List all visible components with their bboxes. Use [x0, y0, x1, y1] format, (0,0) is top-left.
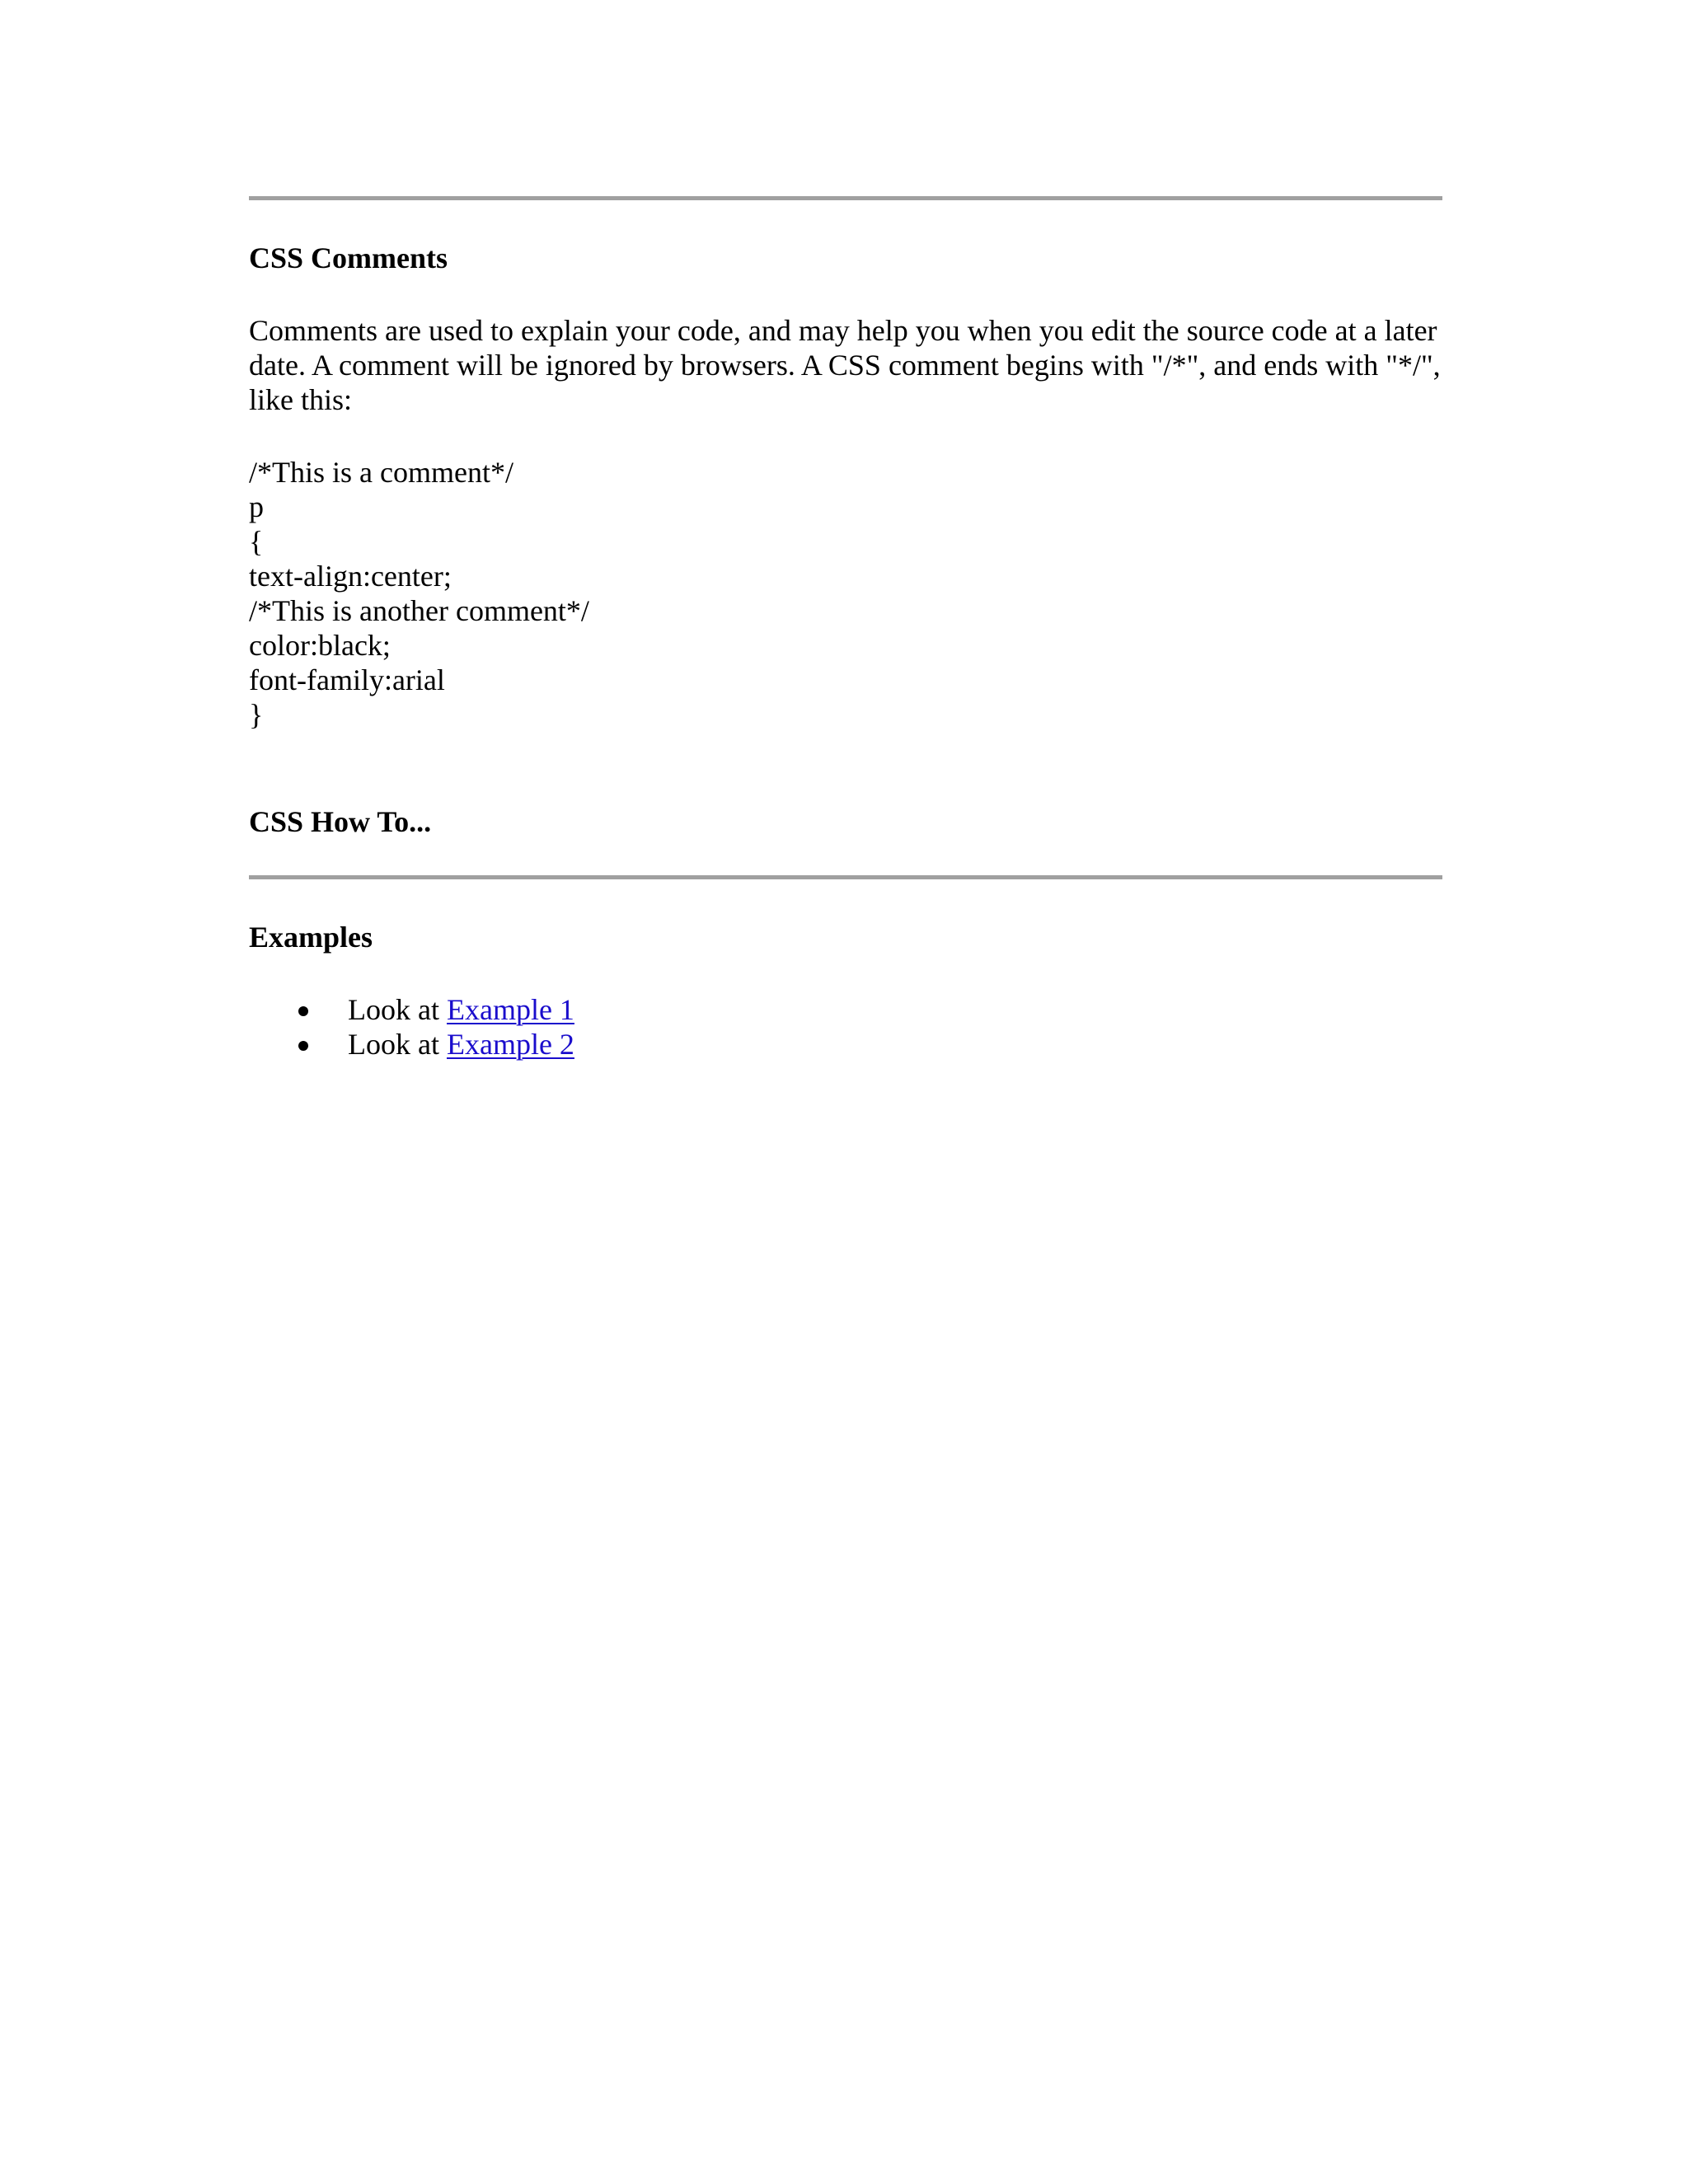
- section-title-css-how-to: CSS How To...: [249, 805, 432, 838]
- code-line: }: [249, 698, 264, 731]
- list-item-prefix: Look at: [348, 993, 447, 1026]
- code-sample: [249, 455, 1442, 732]
- list-item: [249, 1027, 1442, 1062]
- section-title-examples: Examples: [249, 921, 373, 954]
- bullet-icon: [298, 1006, 308, 1016]
- code-line: {: [249, 525, 264, 558]
- code-line: p: [249, 490, 264, 523]
- examples-list: [249, 992, 1442, 1062]
- comments-description: Comments are used to explain your code, and may help you when you edit the source code at a later date. A comment will be ignored by browsers. A CSS comment begins with "/*", and ends with "*/", like this:: [249, 314, 1441, 416]
- example-1-link[interactable]: Example 1: [446, 993, 574, 1026]
- document-page: [249, 196, 1442, 1062]
- code-line: text-align:center;: [249, 560, 452, 593]
- code-line: color:black;: [249, 629, 391, 662]
- list-item: [249, 992, 1442, 1027]
- code-line: /*This is another comment*/: [249, 594, 589, 627]
- horizontal-rule-top: [249, 196, 1442, 200]
- list-item-prefix: Look at: [348, 1028, 447, 1061]
- example-2-link[interactable]: Example 2: [446, 1028, 574, 1061]
- horizontal-rule-middle: [249, 875, 1442, 879]
- code-line: font-family:arial: [249, 663, 445, 696]
- code-line: /*This is a comment*/: [249, 456, 513, 489]
- bullet-icon: [298, 1041, 308, 1051]
- section-title-css-comments: CSS Comments: [249, 241, 448, 274]
